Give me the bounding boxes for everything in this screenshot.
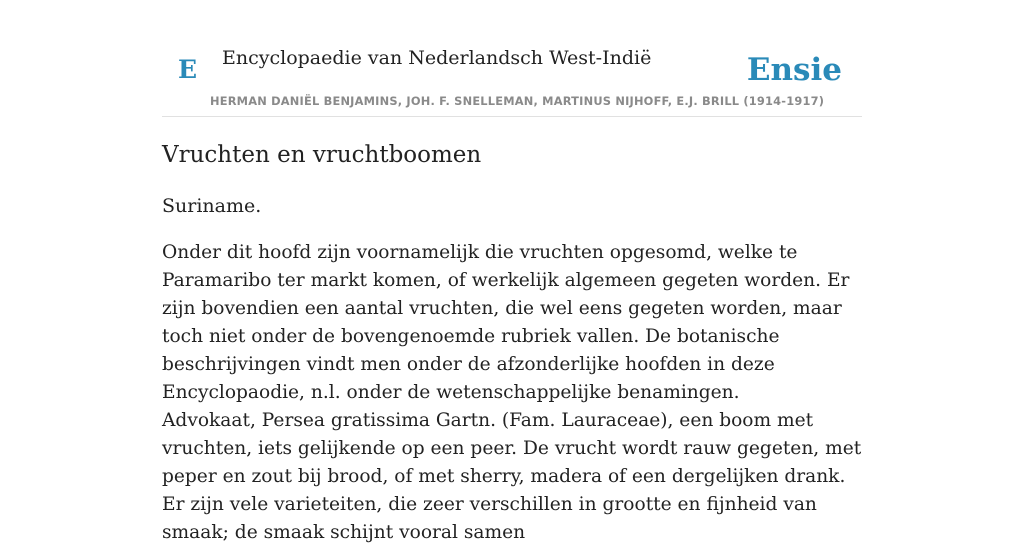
site-header: [162, 0, 862, 117]
document-page: [162, 0, 862, 543]
book-authors: HERMAN DANIËL BENJAMINS, JOH. F. SNELLEMAN, MARTINUS NIJHOFF, E.J. BRILL (1914-1917): [210, 94, 825, 108]
ensie-brand-logo[interactable]: Ensie: [746, 52, 842, 88]
encyclopedia-logo-icon[interactable]: E: [178, 55, 198, 84]
article-title: Vruchten en vruchtboomen: [162, 142, 482, 168]
article-paragraph: Advokaat, Persea gratissima Gartn. (Fam. Lauraceae), een boom met vruchten, iets gelijkende op een peer. De vrucht wordt rauw gegeten, met peper en zout bij brood, of met sherry, madera of een dergelijken drank. Er zijn vele varieteiten, die zeer verschillen in grootte en fijnheid van smaak; de smaak schijnt vooral samen: [162, 410, 862, 543]
book-title-link[interactable]: Encyclopaedie van Nederlandsch West-Indië: [222, 47, 652, 69]
article-paragraph: Onder dit hoofd zijn voornamelijk die vruchten opgesomd, welke te Paramaribo ter markt komen, of werkelijk algemeen gegeten worden. Er zijn bovendien een aantal vruchten, die wel eens gegeten worden, maar toch niet onder de bovengenoemde rubriek vallen. De botanische beschrijvingen vindt men onder de afzonderlijke hoofden in deze Encyclopaodie, n.l. onder de wetenschappelijke benamingen.: [162, 242, 850, 403]
article-location: Suriname.: [162, 195, 262, 217]
